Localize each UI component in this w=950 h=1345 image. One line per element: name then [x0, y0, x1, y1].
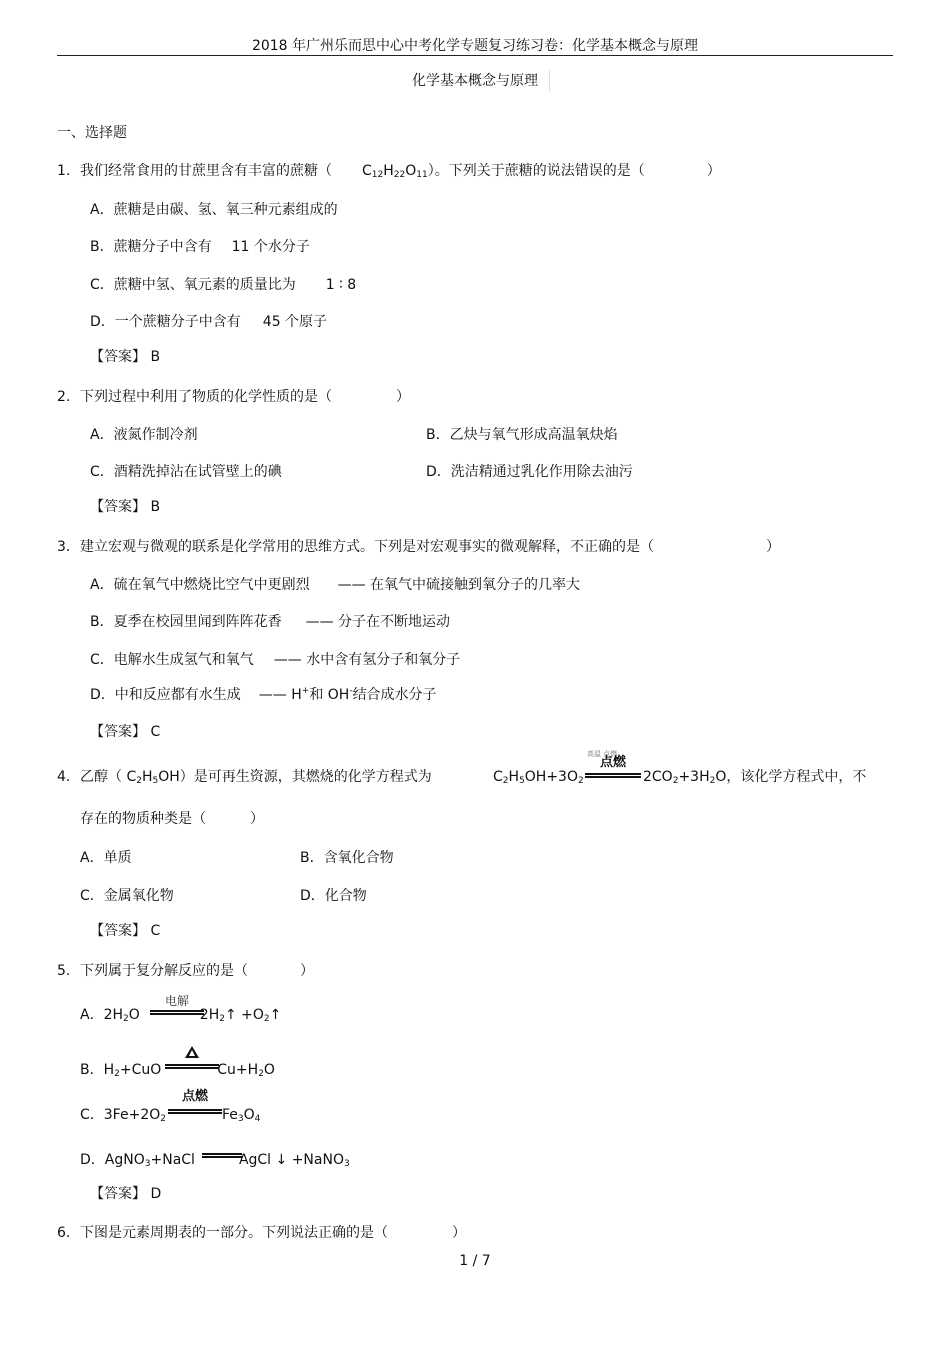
q4-stem: 乙醇（ $C_2H_5OH$）是可再生资源，其燃烧的化学方程式为: [80, 769, 432, 786]
header-divider: [57, 55, 893, 56]
text-cursor: [549, 70, 550, 92]
ignite-label-c: 点燃: [181, 1089, 208, 1104]
q2-stem: 下列过程中利用了物质的化学性质的是（ ）: [80, 389, 410, 405]
q5b-heat-arrow: [165, 1044, 219, 1078]
q1-stem: 我们经常食用的甘蔗里含有丰富的蔗糖（ $C_{12}H_{22}O_{11}$）。下列关于蔗糖的说法错误的是（ ）: [80, 163, 721, 180]
document-title: 化学基本概念与原理: [412, 73, 538, 89]
q5-option-a: A．$2H_2O$ $2H_2↑$ $+O_2↑$: [80, 1007, 282, 1024]
section-heading: 一、选择题: [57, 125, 127, 141]
q1-option-c: C．蔗糖中氢、氧元素的质量比为 1 ∶ 8: [90, 277, 357, 293]
q5c-ignite-arrow: [168, 1088, 222, 1122]
q5-number: 5.: [57, 963, 71, 979]
sucrose-formula: $C_{12}H_{22}O_{11}$: [362, 163, 428, 180]
heat-triangle-icon: [185, 1046, 199, 1058]
q5-stem: 下列属于复分解反应的是（ ）: [80, 963, 314, 979]
q4-option-c: C．金属氧化物: [80, 888, 174, 904]
q2-answer: 【答案】 B: [90, 499, 161, 515]
q5a-electrolysis-arrow: [150, 994, 204, 1024]
q4-stem-line2: 存在的物质种类是（ ）: [80, 811, 264, 827]
q3-stem: 建立宏观与微观的联系是化学常用的思维方式。下列是对宏观事实的微观解释，不正确的是（ ）: [80, 539, 780, 555]
q4-option-d: D．化合物: [300, 888, 367, 904]
q5-answer: 【答案】 D: [90, 1186, 162, 1202]
q4-ignite-arrow: 高温 点燃 点燃: [585, 750, 641, 784]
q6-stem: 下图是元素周期表的一部分。下列说法正确的是（ ）: [80, 1225, 466, 1241]
q3-option-c: C．电解水生成氢气和氧气 —— 水中含有氢分子和氧分子: [90, 652, 461, 668]
q5-option-b: B．$H_2+CuO$ $Cu+H_2O$: [80, 1062, 275, 1079]
q5-option-d: D．AgNO$_3$+NaCl AgCl ↓ +NaNO$_3$: [80, 1152, 350, 1169]
q4-option-b: B．含氧化合物: [300, 850, 394, 866]
q2-option-a: A．液氮作制冷剂: [90, 427, 198, 443]
q4-answer: 【答案】 C: [90, 923, 161, 939]
q1-answer: 【答案】 B: [90, 349, 161, 365]
q3-number: 3.: [57, 539, 71, 555]
q1-option-a: A．蔗糖是由碳、氢、氧三种元素组成的: [90, 202, 338, 218]
page-number: 1 / 7: [459, 1253, 491, 1269]
q4-number: 4.: [57, 769, 71, 785]
q3-option-a: A．硫在氧气中燃烧比空气中更剧烈 —— 在氧气中硫接触到氧分子的几率大: [90, 577, 581, 593]
q2-option-b: B．乙炔与氧气形成高温氧炔焰: [426, 427, 618, 443]
q2-option-d: D．洗洁精通过乳化作用除去油污: [426, 464, 633, 480]
q5-option-c: C．$3Fe+2O_2$ $Fe_3O_4$: [80, 1107, 261, 1124]
q1-option-d: D．一个蔗糖分子中含有 45 个原子: [90, 314, 328, 330]
q4-equation-reactants: $C_2H_5OH+3O_2$: [493, 769, 584, 786]
q5d-equals-arrow: [202, 1150, 242, 1162]
q4-option-a: A．单质: [80, 850, 132, 866]
q2-number: 2.: [57, 389, 71, 405]
header-title: 2018 年广州乐而思中心中考化学专题复习练习卷：化学基本概念与原理: [251, 38, 699, 54]
q3-answer: 【答案】 C: [90, 724, 161, 740]
q3-option-d: D．中和反应都有水生成 —— H+和 OH-结合成水分子: [90, 686, 437, 703]
q3-option-b: B．夏季在校园里闻到阵阵花香 —— 分子在不断地运动: [90, 614, 451, 630]
q6-number: 6.: [57, 1225, 71, 1241]
q4-equation-products: $2CO_2+3H_2O$，该化学方程式中，不: [643, 769, 867, 786]
q2-option-c: C．酒精洗掉沾在试管壁上的碘: [90, 464, 282, 480]
electrolysis-label: 电解: [164, 994, 189, 1008]
q1-stem-text: 我们经常食用的甘蔗里含有丰富的蔗糖（: [80, 163, 332, 179]
q1-number: 1.: [57, 163, 71, 179]
ignite-label: 点燃: [599, 755, 626, 770]
q1-option-b: B．蔗糖分子中含有 11 个水分子: [90, 239, 310, 255]
